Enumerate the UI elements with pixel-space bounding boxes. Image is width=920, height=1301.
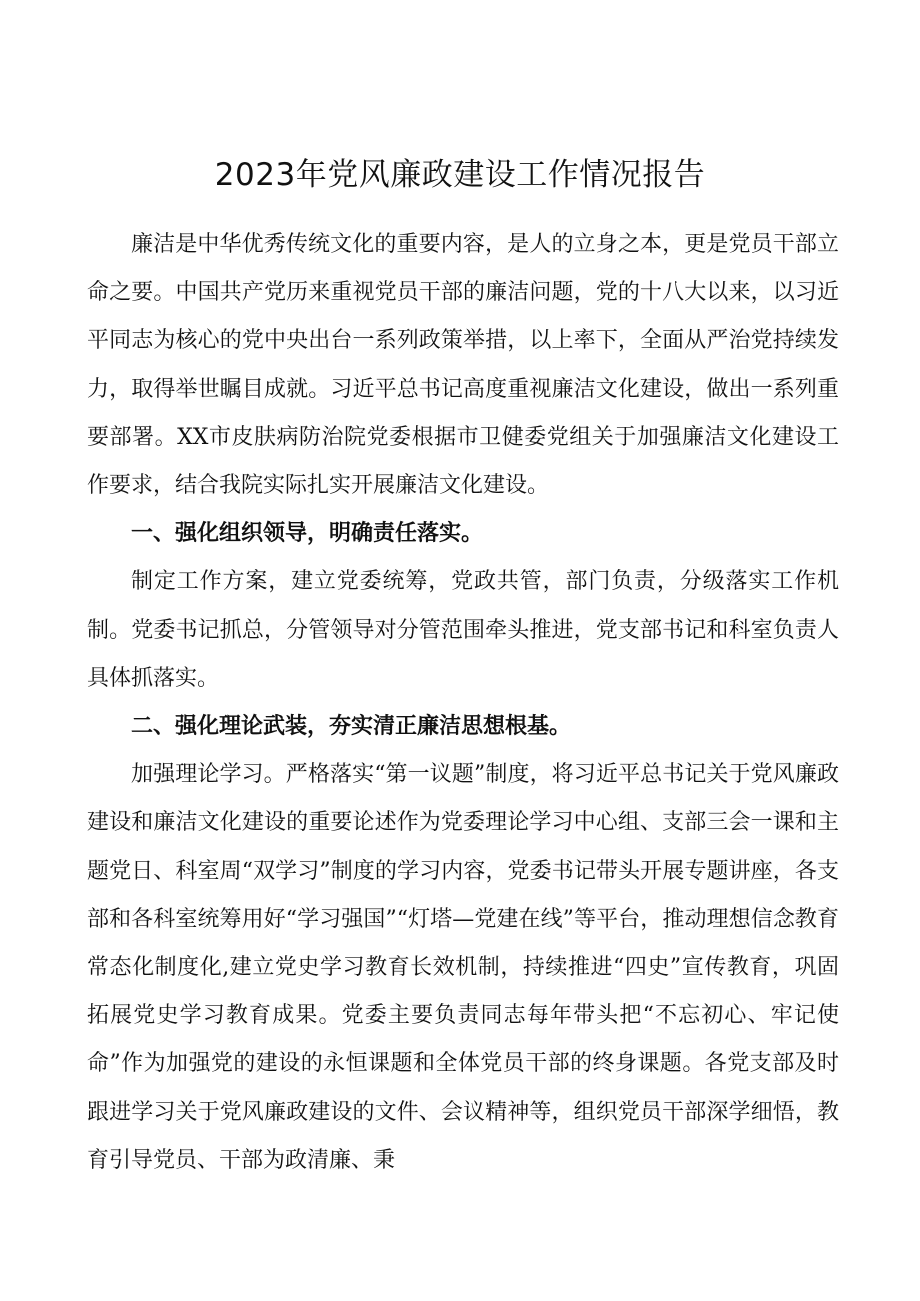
intro-paragraph: 廉洁是中华优秀传统文化的重要内容，是人的立身之本，更是党员干部立命之要。中国共产党历来重视党员干部的廉洁问题，党的十八大以来，以习近平同志为核心的党中央出台一系列政策举措，以上率下，全面从严治党持续发力，取得举世瞩目成就。习近平总书记高度重视廉洁文化建设，做出一系列重要部署。XX市皮肤病防治院党委根据市卫健委党组关于加强廉洁文化建设工作要求，结合我院实际扎实开展廉洁文化建设。 [87,232,839,499]
section-heading-2: 二、强化理论武装，夯实清正廉洁思想根基。 [131,714,572,740]
section-paragraph-1: 制定工作方案，建立党委统筹，党政共管，部门负责，分级落实工作机制。党委书记抓总，分管领导对分管范围牵头推进，党支部书记和科室负责人具体抓落实。 [87,569,839,691]
section-heading-1: 一、强化组织领导，明确责任落实。 [131,521,484,547]
document-body [87,221,839,1185]
section-paragraph-2: 加强理论学习。严格落实“第一议题”制度，将习近平总书记关于党风廉政建设和廉洁文化建设的重要论述作为党委理论学习中心组、支部三会一课和主题党日、科室周“双学习”制度的学习内容，党委书记带头开展专题讲座，各支部和各科室统筹用好“学习强国”“灯塔—党建在线”等平台，推动理想信念教育常态化制度化,建立党史学习教育长效机制，持续推进“四史”宣传教育，巩固拓展党史学习教育成果。党委主要负责同志每年带头把“不忘初心、牢记使命”作为加强党的建设的永恒课题和全体党员干部的终身课题。各党支部及时跟进学习关于党风廉政建设的文件、会议精神等，组织党员干部深学细悟，教育引导党员、干部为政清廉、秉 [87,762,839,1173]
document-title: 2023年党风廉政建设工作情况报告 [214,157,706,193]
